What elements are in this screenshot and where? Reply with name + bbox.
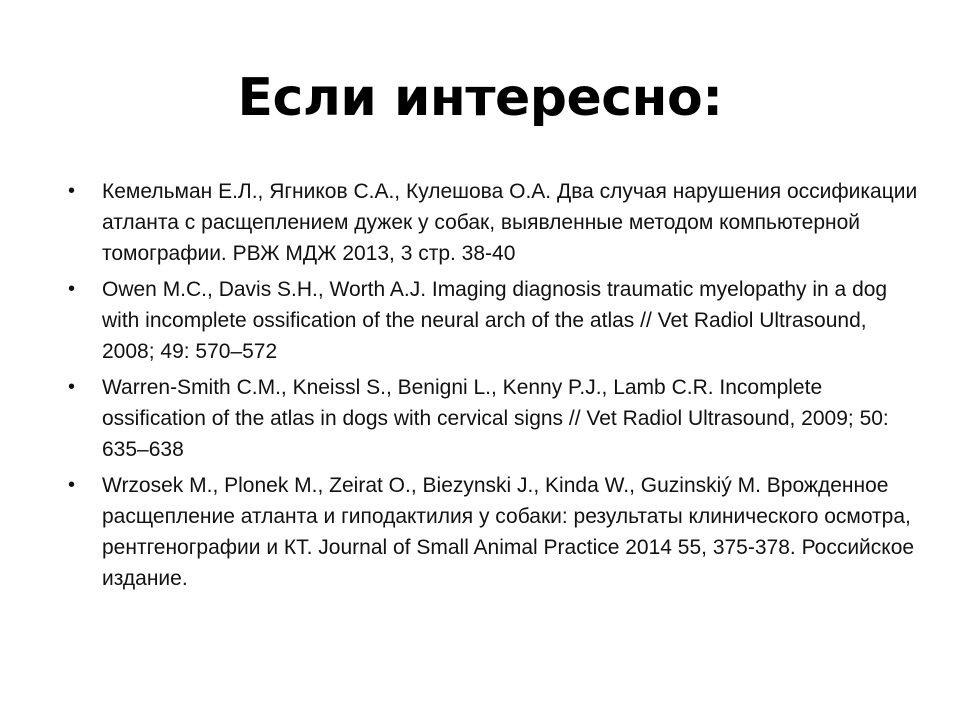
reference-text: Wrzosek M., Plonek M., Zeirat O., Biezynski J., Kinda W., Guzinskiý M. Врожденное расщепление атланта и гиподактилия у собаки: результаты клинического осмотра, рентгенографии и КТ. Journal of Small Animal Practice 2014 55, 375-378. Российское издание. (102, 474, 915, 590)
reference-text: Owen M.C., Davis S.H., Worth A.J. Imaging diagnosis traumatic myelopathy in a dog with incomplete ossification of the neural arch of the atlas // Vet Radiol Ultrasound, 2008; 49: 570–572 (102, 278, 888, 363)
reference-item (64, 274, 924, 367)
reference-text: Warren-Smith C.M., Kneissl S., Benigni L., Kenny P.J., Lamb C.R. Incomplete ossification of the atlas in dogs with cervical signs // Vet Radiol Ultrasound, 2009; 50: 635–638 (102, 376, 889, 461)
reference-text: Кемельман Е.Л., Ягников С.А., Кулешова О.А. Два случая нарушения оссификации атланта с расщеплением дужек у собак, выявленные методом компьютерной томографии. РВЖ МДЖ 2013, 3 стр. 38-40 (102, 180, 918, 265)
reference-list (64, 176, 924, 599)
bullet-icon: • (68, 474, 76, 496)
reference-item (64, 372, 924, 465)
reference-item (64, 176, 924, 269)
slide-title: Если интересно: (237, 68, 723, 128)
bullet-icon: • (68, 180, 76, 202)
reference-item (64, 470, 924, 594)
bullet-icon: • (68, 278, 76, 300)
bullet-icon: • (68, 376, 76, 398)
